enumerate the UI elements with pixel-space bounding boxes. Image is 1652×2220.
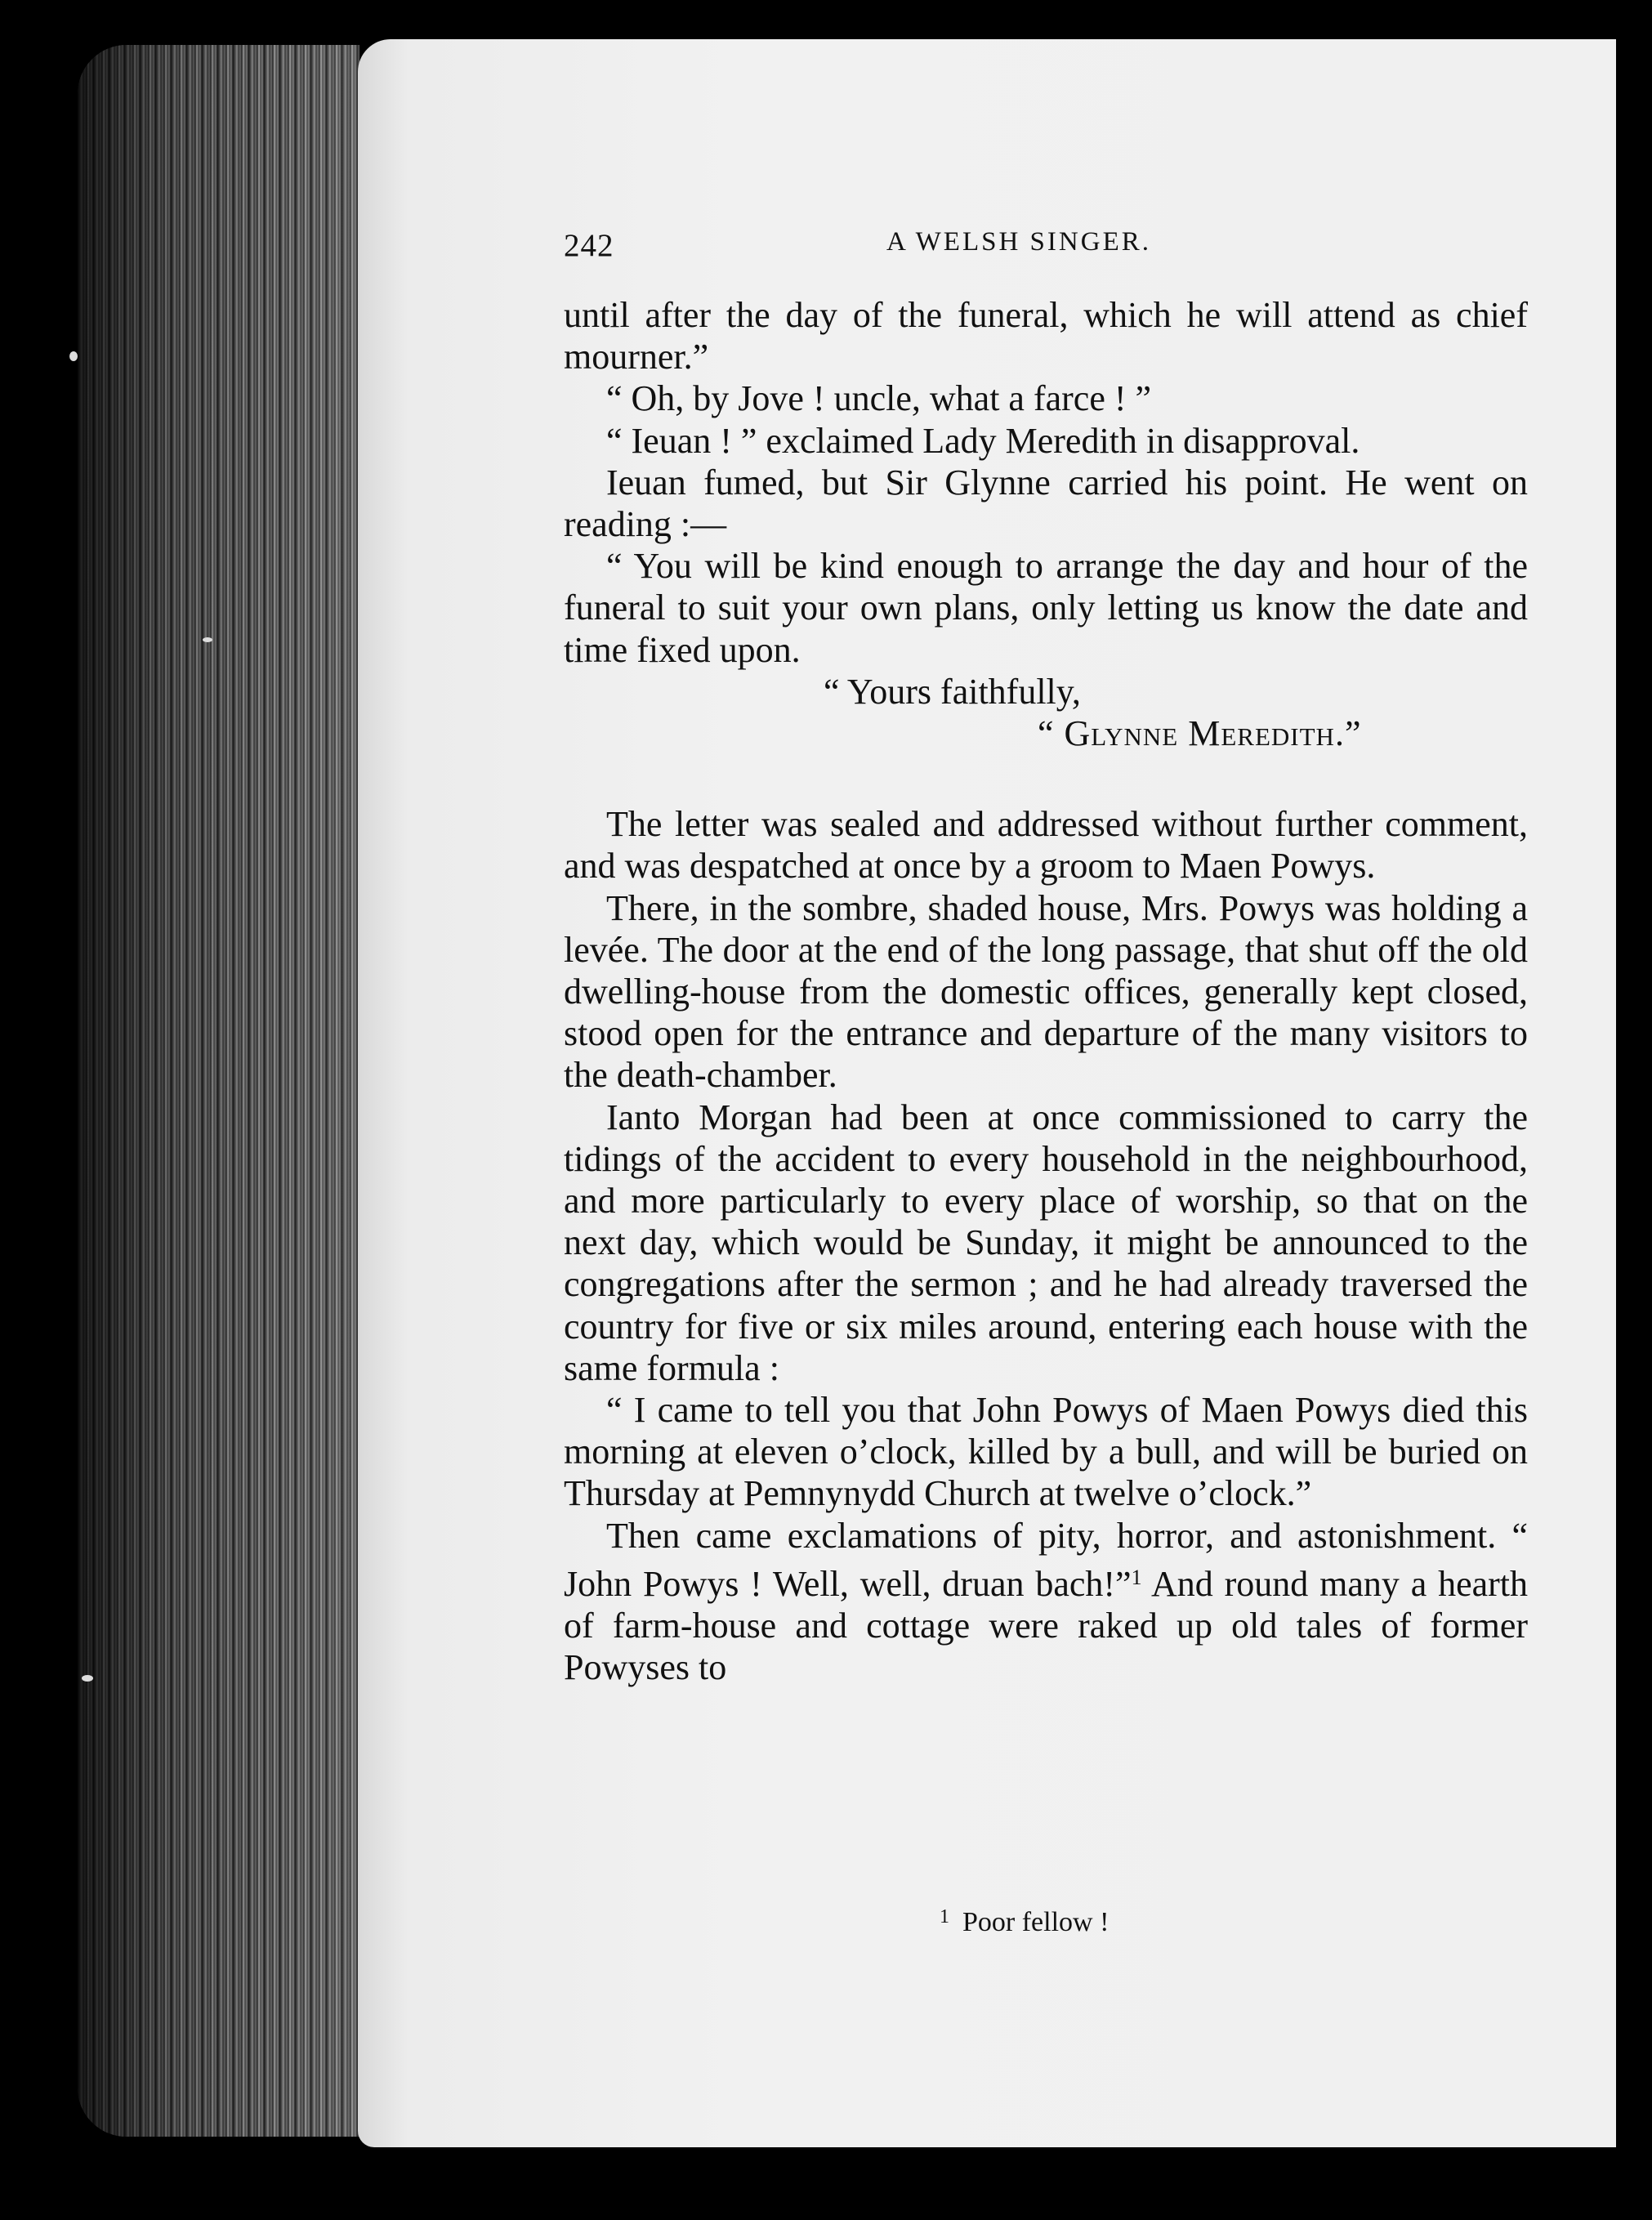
paragraph	[564, 1515, 1528, 1689]
scan-speck	[69, 351, 78, 361]
book-page-edges	[78, 45, 359, 2137]
body-text	[564, 294, 1528, 1689]
paragraph: The letter was sealed and addressed without further comment, and was despatched at once by a groom to Maen Powys.	[564, 804, 1528, 887]
footnote-marker: 1	[940, 1906, 949, 1927]
running-title: A WELSH SINGER.	[886, 227, 1151, 257]
page-number: 242	[564, 228, 614, 263]
footnote-reference: 1	[1131, 1565, 1142, 1589]
page-header	[564, 227, 1536, 263]
paragraph: “ You will be kind enough to arrange the day and hour of the funeral to suit your own plans, only letting us know the date and time fixed upon.	[564, 546, 1528, 670]
footnote-text: Poor fellow !	[962, 1907, 1110, 1937]
paragraph: “ I came to tell you that John Powys of Maen Powys died this morning at eleven o’clock, killed by a bull, and will be buried on Thursday at Pemnynydd Church at twelve o’clock.”	[564, 1390, 1528, 1514]
paragraph: There, in the sombre, shaded house, Mrs. Powys was holding a levée. The door at the end of the long passage, that shut off the old dwelling-house from the domestic offices, generally kept closed, stood open for the entrance and departure of the many visitors to the death-chamber.	[564, 887, 1528, 1096]
letter-signature: “ Glynne Meredith.”	[1038, 713, 1362, 754]
scan-speck	[82, 1675, 93, 1682]
paragraph-text: And round many a hearth of farm-house and cottage were raked up old tales of former Powyses to	[564, 1563, 1529, 1688]
paragraph-text: Then came exclamations of pity, horror, and astonishment. “ John Powys ! Well, well, druan bach!”	[564, 1515, 1528, 1604]
paragraph: “ Ieuan ! ” exclaimed Lady Meredith in disapproval.	[606, 420, 1360, 461]
paragraph: Ianto Morgan had been at once commissioned to carry the tidings of the accident to every household in the neighbourhood, and more particularly to every place of worship, so that on the next day, which would be Sunday, it might be announced to the congregations after the sermon ; and he had already traversed the country for five or six miles around, entering each house with the same formula :	[564, 1097, 1528, 1388]
paragraph: Ieuan fumed, but Sir Glynne carried his point. He went on reading :—	[564, 462, 1528, 545]
letter-closing: “ Yours faithfully,	[824, 671, 1081, 712]
section-gap	[564, 754, 1528, 803]
scan-speck	[203, 637, 212, 642]
paragraph: until after the day of the funeral, which he will attend as chief mourner.”	[564, 295, 1528, 377]
paragraph: “ Oh, by Jove ! uncle, what a farce ! ”	[606, 378, 1152, 419]
footnote	[940, 1906, 1109, 1938]
